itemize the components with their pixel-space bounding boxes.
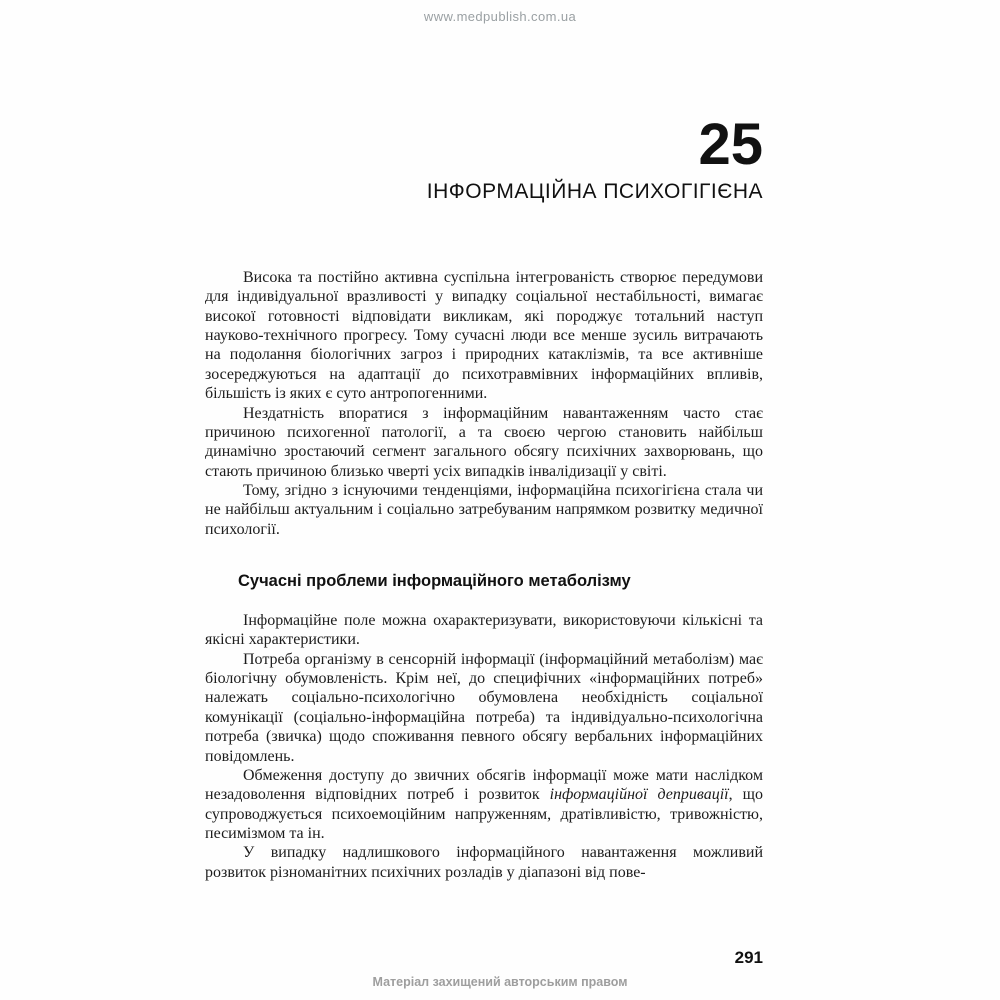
- chapter-title: ІНФОРМАЦІЙНА ПСИХОГІГІЄНА: [426, 180, 763, 203]
- paragraph-section-1: Інформаційне поле можна охарактеризувати, використовуючи кількісні та якісні характеристики.: [205, 611, 763, 649]
- paragraph-deprivation: [205, 766, 763, 843]
- deprivation-text-before: Обмеження доступу до звичних обсягів інформації може мати наслідком незадоволення відповідних потреб і розвиток: [205, 766, 763, 804]
- deprivation-text-after: , що супроводжується психоемоційним напруженням, дратівливістю, тривожністю, песимізмом та ін.: [205, 786, 763, 842]
- paragraph-last: У випадку надлишкового інформаційного навантаження можливий розвиток різноманітних психічних розладів у діапазоні від пове-: [205, 844, 763, 881]
- footer-copyright: Матеріал захищений авторським правом: [372, 975, 628, 989]
- content-column: [205, 112, 763, 882]
- paragraph-section-2: Потреба організму в сенсорній інформації (інформаційний метаболізм) має біологічну обумовленість. Крім неї, до специфічних «інформаційних потреб» належать соціально-психологічно обумовлена необхідність соціальної комунікації (соціально-інформаційна потреба) та індивідуально-психологічна потреба (звичка) щодо споживання певного обсягу вербальних інформаційних повідомлень.: [205, 650, 763, 765]
- paragraph-intro-2: Нездатність впоратися з інформаційним навантаженням часто стає причиною психогенної патології, а та своєю чергою становить найбільш динамічно зростаючий сегмент загального обсягу психічних захворювань, що стають причиною близько чверті усіх випадків інвалідизації у світі.: [205, 404, 763, 480]
- chapter-number: 25: [698, 112, 763, 177]
- paragraph-intro-1: Висока та постійно активна суспільна інтегрованість створює передумови для індивідуальної вразливості у випадку соціальної нестабільності, вимагає високої готовності відповідати викликам, які породжує тотальний наступ науково-технічного прогресу. Тому сучасні люди все менше зусиль витрачають на подолання біологічних загроз і природних катаклізмів, та все активніше зосереджуються на адаптації до психотравмівних інформаційних впливів, більшість із яких є суто антропогенними.: [205, 269, 763, 403]
- deprivation-term-italic: інформаційної депривації: [549, 786, 729, 804]
- header-url: www.medpublish.com.ua: [423, 9, 577, 24]
- paragraph-intro-3: Тому, згідно з існуючими тенденціями, інформаційна психогігієна стала чи не найбільш актуальним і соціально затребуваним напрямком розвитку медичної психології.: [205, 481, 763, 538]
- body-text: [205, 268, 763, 882]
- page-number: 291: [734, 948, 763, 967]
- section-heading: Сучасні проблеми інформаційного метаболізму: [238, 572, 631, 591]
